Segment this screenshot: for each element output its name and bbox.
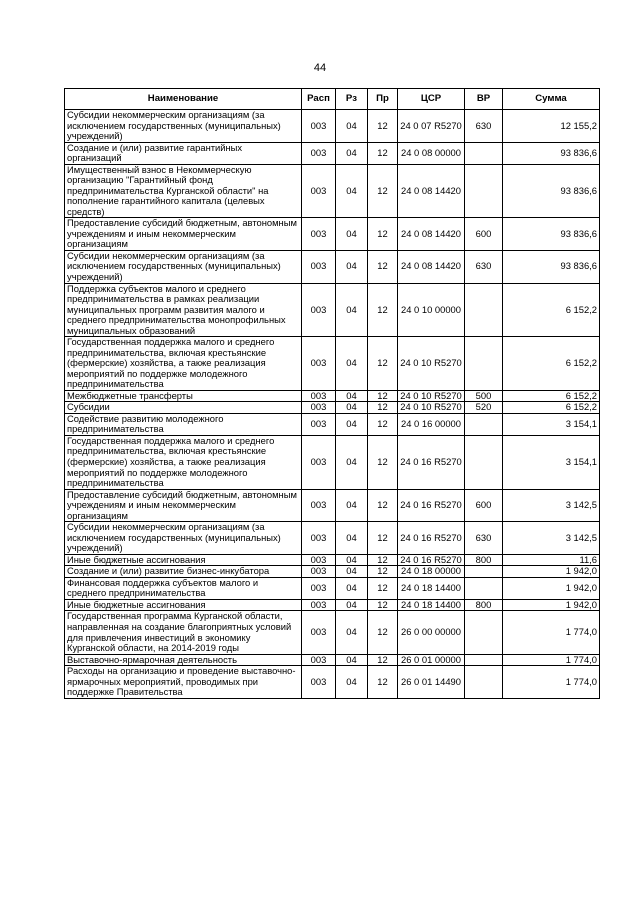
cell-pr: 12 (368, 164, 398, 218)
cell-csr: 24 0 08 14420 (398, 250, 465, 283)
cell-vr (465, 566, 503, 578)
cell-pr: 12 (368, 522, 398, 555)
table-row (65, 402, 600, 414)
cell-name: Государственная поддержка малого и среднего предпринимательства, включая крестьянские (фермерские) хозяйства, а также реализация мероприятий по поддержке молодежного предпринимательства (65, 435, 302, 489)
cell-rasp: 003 (302, 599, 336, 611)
table-row (65, 489, 600, 522)
cell-name: Субсидии некоммерческим организациям (за исключением государственных (муниципальных) учреждений) (65, 250, 302, 283)
cell-vr: 630 (465, 110, 503, 143)
cell-sum: 1 774,0 (503, 611, 600, 654)
cell-rz: 04 (336, 110, 368, 143)
cell-pr: 12 (368, 566, 398, 578)
cell-csr: 24 0 18 00000 (398, 566, 465, 578)
cell-vr (465, 577, 503, 599)
table-row (65, 435, 600, 489)
table-row (65, 164, 600, 218)
table-row (65, 250, 600, 283)
cell-rasp: 003 (302, 666, 336, 699)
cell-vr (465, 654, 503, 666)
table-row (65, 611, 600, 654)
cell-name: Субсидии некоммерческим организациям (за исключением государственных (муниципальных) учреждений) (65, 110, 302, 143)
cell-sum: 1 942,0 (503, 577, 600, 599)
cell-rasp: 003 (302, 402, 336, 414)
cell-csr: 24 0 16 R5270 (398, 554, 465, 566)
cell-rz: 04 (336, 522, 368, 555)
header-csr: ЦСР (398, 89, 465, 110)
cell-sum: 1 942,0 (503, 566, 600, 578)
table-row (65, 110, 600, 143)
cell-pr: 12 (368, 654, 398, 666)
cell-csr: 24 0 10 00000 (398, 283, 465, 337)
table-row (65, 522, 600, 555)
budget-table (64, 88, 600, 699)
table-row (65, 218, 600, 251)
cell-csr: 24 0 08 14420 (398, 218, 465, 251)
cell-sum: 6 152,2 (503, 283, 600, 337)
cell-csr: 24 0 10 R5270 (398, 390, 465, 402)
cell-pr: 12 (368, 337, 398, 391)
table-row (65, 390, 600, 402)
cell-pr: 12 (368, 142, 398, 164)
cell-rz: 04 (336, 413, 368, 435)
cell-vr (465, 611, 503, 654)
cell-name: Предоставление субсидий бюджетным, автономным учреждениям и иным некоммерческим организациям (65, 218, 302, 251)
cell-sum: 3 142,5 (503, 522, 600, 555)
cell-pr: 12 (368, 577, 398, 599)
cell-csr: 24 0 18 14400 (398, 577, 465, 599)
table-row (65, 554, 600, 566)
cell-pr: 12 (368, 413, 398, 435)
cell-rasp: 003 (302, 390, 336, 402)
cell-name: Содействие развитию молодежного предпринимательства (65, 413, 302, 435)
cell-rz: 04 (336, 164, 368, 218)
cell-sum: 12 155,2 (503, 110, 600, 143)
cell-rasp: 003 (302, 250, 336, 283)
cell-rasp: 003 (302, 337, 336, 391)
cell-rz: 04 (336, 283, 368, 337)
cell-pr: 12 (368, 218, 398, 251)
cell-csr: 24 0 16 00000 (398, 413, 465, 435)
cell-name: Субсидии некоммерческим организациям (за исключением государственных (муниципальных) учреждений) (65, 522, 302, 555)
cell-sum: 6 152,2 (503, 390, 600, 402)
cell-rz: 04 (336, 577, 368, 599)
table-row (65, 413, 600, 435)
cell-rz: 04 (336, 390, 368, 402)
cell-vr: 500 (465, 390, 503, 402)
cell-csr: 24 0 16 R5270 (398, 435, 465, 489)
cell-sum: 1 774,0 (503, 666, 600, 699)
cell-rasp: 003 (302, 611, 336, 654)
cell-vr: 520 (465, 402, 503, 414)
cell-vr (465, 435, 503, 489)
header-name: Наименование (65, 89, 302, 110)
cell-rasp: 003 (302, 654, 336, 666)
cell-sum: 1 774,0 (503, 654, 600, 666)
cell-sum: 93 836,6 (503, 142, 600, 164)
cell-rasp: 003 (302, 413, 336, 435)
cell-sum: 11,6 (503, 554, 600, 566)
cell-csr: 24 0 18 14400 (398, 599, 465, 611)
cell-rasp: 003 (302, 110, 336, 143)
cell-vr (465, 142, 503, 164)
header-vr: ВР (465, 89, 503, 110)
cell-name: Субсидии (65, 402, 302, 414)
page-number: 44 (313, 62, 327, 74)
cell-sum: 3 154,1 (503, 435, 600, 489)
table-row (65, 599, 600, 611)
cell-rasp: 003 (302, 142, 336, 164)
cell-name: Имущественный взнос в Некоммерческую организацию "Гарантийный фонд предпринимательства Курганской области" на пополнение гарантийного капитала (целевых средств) (65, 164, 302, 218)
cell-csr: 24 0 10 R5270 (398, 402, 465, 414)
cell-rasp: 003 (302, 164, 336, 218)
cell-pr: 12 (368, 611, 398, 654)
cell-name: Расходы на организацию и проведение выставочно-ярмарочных мероприятий, проводимых при поддержке Правительства (65, 666, 302, 699)
cell-csr: 24 0 16 R5270 (398, 522, 465, 555)
cell-csr: 24 0 08 00000 (398, 142, 465, 164)
cell-rasp: 003 (302, 566, 336, 578)
cell-csr: 26 0 00 00000 (398, 611, 465, 654)
cell-name: Государственная поддержка малого и среднего предпринимательства, включая крестьянские (фермерские) хозяйства, а также реализация мероприятий по поддержке молодежного предпринимательства (65, 337, 302, 391)
cell-name: Финансовая поддержка субъектов малого и среднего предпринимательства (65, 577, 302, 599)
cell-sum: 93 836,6 (503, 250, 600, 283)
cell-vr (465, 337, 503, 391)
cell-rasp: 003 (302, 435, 336, 489)
cell-vr: 630 (465, 250, 503, 283)
cell-vr (465, 666, 503, 699)
cell-pr: 12 (368, 666, 398, 699)
header-pr: Пр (368, 89, 398, 110)
table-row (65, 666, 600, 699)
cell-vr: 630 (465, 522, 503, 555)
cell-csr: 24 0 07 R5270 (398, 110, 465, 143)
cell-rz: 04 (336, 337, 368, 391)
cell-rz: 04 (336, 250, 368, 283)
table-row (65, 577, 600, 599)
header-sum: Сумма (503, 89, 600, 110)
cell-name: Государственная программа Курганской области, направленная на создание благоприятных условий для привлечения инвестиций в экономику Курганской области, на 2014-2019 годы (65, 611, 302, 654)
cell-pr: 12 (368, 390, 398, 402)
cell-vr: 800 (465, 599, 503, 611)
cell-rz: 04 (336, 566, 368, 578)
cell-sum: 93 836,6 (503, 164, 600, 218)
table-row (65, 566, 600, 578)
cell-rz: 04 (336, 402, 368, 414)
cell-vr (465, 164, 503, 218)
table-header-row (65, 89, 600, 110)
header-rasp: Расп (302, 89, 336, 110)
cell-vr: 800 (465, 554, 503, 566)
cell-name: Межбюджетные трансферты (65, 390, 302, 402)
cell-rz: 04 (336, 554, 368, 566)
cell-sum: 1 942,0 (503, 599, 600, 611)
cell-sum: 93 836,6 (503, 218, 600, 251)
cell-csr: 24 0 08 14420 (398, 164, 465, 218)
cell-rasp: 003 (302, 522, 336, 555)
cell-csr: 26 0 01 00000 (398, 654, 465, 666)
cell-pr: 12 (368, 554, 398, 566)
cell-csr: 24 0 10 R5270 (398, 337, 465, 391)
cell-name: Выставочно-ярмарочная деятельность (65, 654, 302, 666)
cell-rasp: 003 (302, 218, 336, 251)
cell-vr: 600 (465, 218, 503, 251)
cell-rz: 04 (336, 611, 368, 654)
cell-name: Иные бюджетные ассигнования (65, 599, 302, 611)
cell-rasp: 003 (302, 489, 336, 522)
cell-rasp: 003 (302, 577, 336, 599)
cell-rasp: 003 (302, 554, 336, 566)
table-row (65, 654, 600, 666)
table-row (65, 337, 600, 391)
cell-rz: 04 (336, 489, 368, 522)
cell-name: Создание и (или) развитие бизнес-инкубатора (65, 566, 302, 578)
cell-rasp: 003 (302, 283, 336, 337)
cell-pr: 12 (368, 250, 398, 283)
cell-name: Поддержка субъектов малого и среднего предпринимательства в рамках реализации муниципальных программ развития малого и среднего предпринимательства монопрофильных муниципальных образований (65, 283, 302, 337)
cell-rz: 04 (336, 654, 368, 666)
cell-sum: 6 152,2 (503, 337, 600, 391)
cell-name: Создание и (или) развитие гарантийных организаций (65, 142, 302, 164)
cell-rz: 04 (336, 666, 368, 699)
table-row (65, 142, 600, 164)
cell-pr: 12 (368, 435, 398, 489)
table-row (65, 283, 600, 337)
cell-sum: 3 154,1 (503, 413, 600, 435)
cell-pr: 12 (368, 283, 398, 337)
cell-vr (465, 413, 503, 435)
cell-name: Предоставление субсидий бюджетным, автономным учреждениям и иным некоммерческим организациям (65, 489, 302, 522)
cell-pr: 12 (368, 402, 398, 414)
table-body (65, 110, 600, 699)
cell-vr (465, 283, 503, 337)
cell-pr: 12 (368, 110, 398, 143)
cell-rz: 04 (336, 599, 368, 611)
header-rz: Рз (336, 89, 368, 110)
cell-rz: 04 (336, 142, 368, 164)
cell-rz: 04 (336, 435, 368, 489)
cell-sum: 3 142,5 (503, 489, 600, 522)
cell-name: Иные бюджетные ассигнования (65, 554, 302, 566)
cell-csr: 26 0 01 14490 (398, 666, 465, 699)
cell-vr: 600 (465, 489, 503, 522)
cell-rz: 04 (336, 218, 368, 251)
cell-pr: 12 (368, 489, 398, 522)
cell-pr: 12 (368, 599, 398, 611)
cell-sum: 6 152,2 (503, 402, 600, 414)
cell-csr: 24 0 16 R5270 (398, 489, 465, 522)
